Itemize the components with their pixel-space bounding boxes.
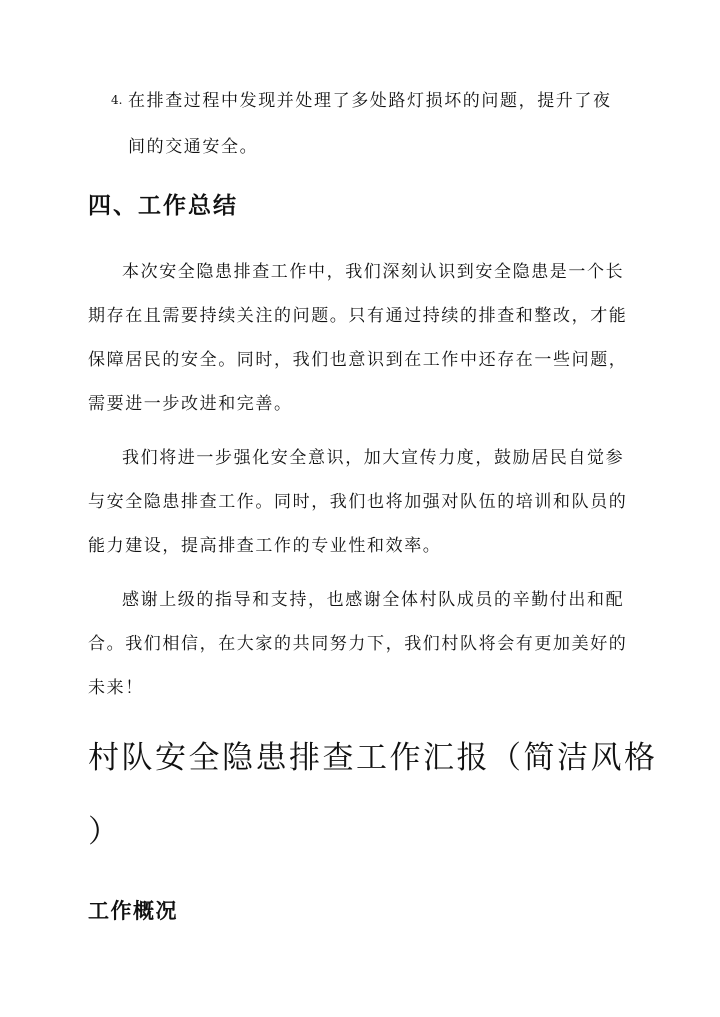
paragraph-line: 期存在且需要持续关注的问题。只有通过持续的排查和整改，才能 bbox=[88, 306, 628, 326]
paragraph-line: 合。我们相信，在大家的共同努力下，我们村队将会有更加美好的 bbox=[88, 634, 628, 654]
paragraph-line: 保障居民的安全。同时，我们也意识到在工作中还存在一些问题， bbox=[88, 350, 628, 370]
paragraph-line: 感谢上级的指导和支持，也感谢全体村队成员的辛勤付出和配 bbox=[122, 590, 625, 610]
subsection-heading: 工作概况 bbox=[88, 898, 178, 923]
list-item-text-line: 间的交通安全。 bbox=[128, 137, 259, 157]
document-title-line: 村队安全隐患排查工作汇报（简洁风格 bbox=[88, 740, 658, 776]
list-item-number: 4. bbox=[111, 93, 123, 107]
list-item-text-line: 在排查过程中发现并处理了多处路灯损坏的问题，提升了夜 bbox=[128, 91, 612, 111]
paragraph-line: 需要进一步改进和完善。 bbox=[88, 394, 293, 414]
paragraph-line: 我们将进一步强化安全意识，加大宣传力度，鼓励居民自觉参 bbox=[122, 448, 625, 468]
document-title-line: ） bbox=[88, 814, 122, 850]
paragraph-line: 未来！ bbox=[88, 678, 144, 698]
paragraph-line: 本次安全隐患排查工作中，我们深刻认识到安全隐患是一个长 bbox=[122, 262, 625, 282]
paragraph-line: 与安全隐患排查工作。同时，我们也将加强对队伍的培训和队员的 bbox=[88, 492, 628, 512]
section-heading: 四、工作总结 bbox=[88, 192, 238, 219]
paragraph-line: 能力建设，提高排查工作的专业性和效率。 bbox=[88, 536, 442, 556]
